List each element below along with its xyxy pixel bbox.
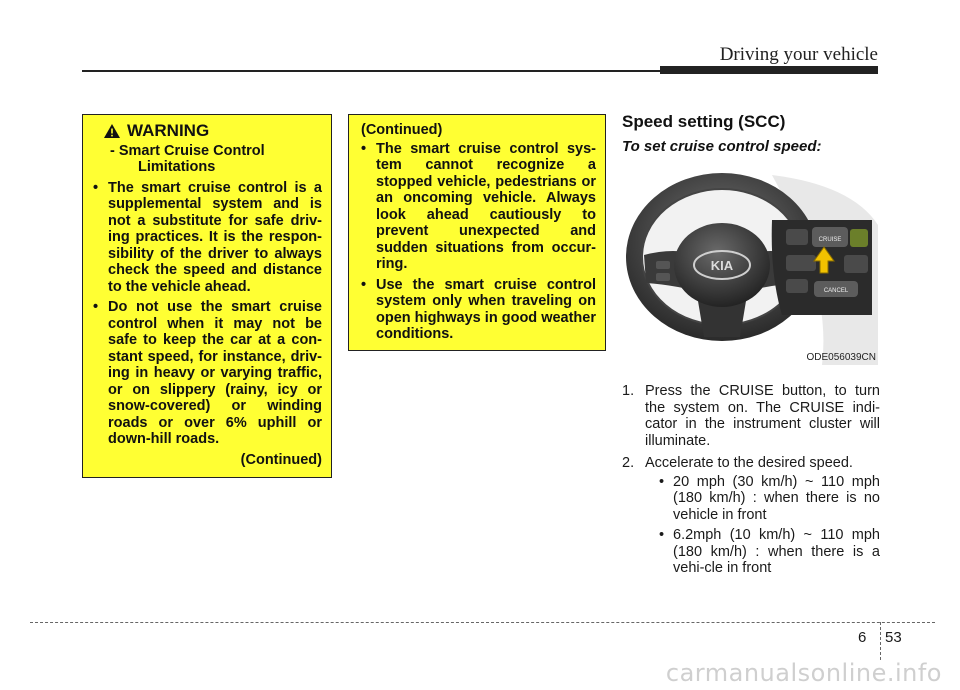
speed-setting-section	[622, 112, 880, 583]
footer-rule	[30, 622, 935, 623]
step-item	[622, 383, 880, 449]
kia-logo-text: KIA	[710, 258, 734, 273]
warning-triangle-icon	[103, 123, 121, 139]
steering-wheel-illustration	[622, 165, 878, 365]
speed-range-item: • 6.2mph (10 km/h) ~ 110 mph (180 km/h) : when there is a vehi-cle in front	[645, 527, 880, 577]
figure-caption: ODE056039CN	[806, 352, 876, 363]
speed-range-list	[645, 474, 880, 577]
warning-bullet-list	[93, 180, 322, 448]
cancel-button-label: CANCEL	[823, 288, 849, 294]
section-subtitle: To set cruise control speed:	[622, 138, 822, 155]
page-number: 53	[885, 629, 902, 646]
page-header-title: Driving your vehicle	[719, 44, 878, 65]
header-bar	[660, 66, 878, 74]
continued-label: (Continued)	[361, 122, 443, 138]
continued-bullet: • Use the smart cruise control system only when traveling on open highways in good weather conditions.	[361, 277, 596, 343]
watermark: carmanualsonline.info	[665, 659, 942, 687]
footer-divider	[880, 622, 881, 660]
chapter-number: 6	[858, 629, 867, 646]
warning-continued: (Continued)	[240, 451, 322, 468]
continued-bullet-list	[361, 141, 596, 343]
step-item	[622, 455, 880, 577]
header-rule	[82, 70, 662, 72]
warning-bullet: • Do not use the smart cruise control when it may not be safe to keep the car at a con-stant speed, for instance, driv-ing in heavy or varying traffic, or on slippery (rainy, icy or snow-covered) or winding roads or over 6% uphill or down-hill roads.	[93, 299, 322, 448]
warning-subtitle-line2: Limitations	[138, 159, 216, 175]
warning-box	[82, 114, 332, 478]
continued-bullet: • The smart cruise control sys-tem cannot recognize a stopped vehicle, pedestrians or an oncoming vehicle. Always look ahead cautiously to prevent unexpected and sudden situations from occur-ring.	[361, 141, 596, 273]
warning-heading-text: WARNING	[127, 121, 210, 140]
cruise-button-label: CRUISE	[818, 237, 842, 243]
warning-subtitle	[110, 143, 322, 176]
step-text: Accelerate to the desired speed.	[645, 455, 853, 471]
warning-bullet: • The smart cruise control is a supplemental system and is not a substitute for safe driv-ing practices. It is the respon-sibility of the driver to always check the speed and distance to the vehicle ahead.	[93, 180, 322, 296]
steering-wheel-figure	[622, 165, 878, 365]
speed-range-item: • 20 mph (30 km/h) ~ 110 mph (180 km/h) : when there is no vehicle in front	[645, 474, 880, 524]
continued-box	[348, 114, 606, 351]
step-number: 2.	[622, 455, 635, 471]
section-title: Speed setting (SCC)	[622, 112, 786, 131]
steps-list	[622, 383, 880, 577]
warning-subtitle-line1: - Smart Cruise Control	[110, 142, 265, 159]
warning-heading	[103, 123, 322, 140]
step-number: 1.	[622, 383, 635, 399]
step-text: Press the CRUISE button, to turn the system on. The CRUISE indi-cator in the instrument cluster will illuminate.	[645, 383, 880, 449]
